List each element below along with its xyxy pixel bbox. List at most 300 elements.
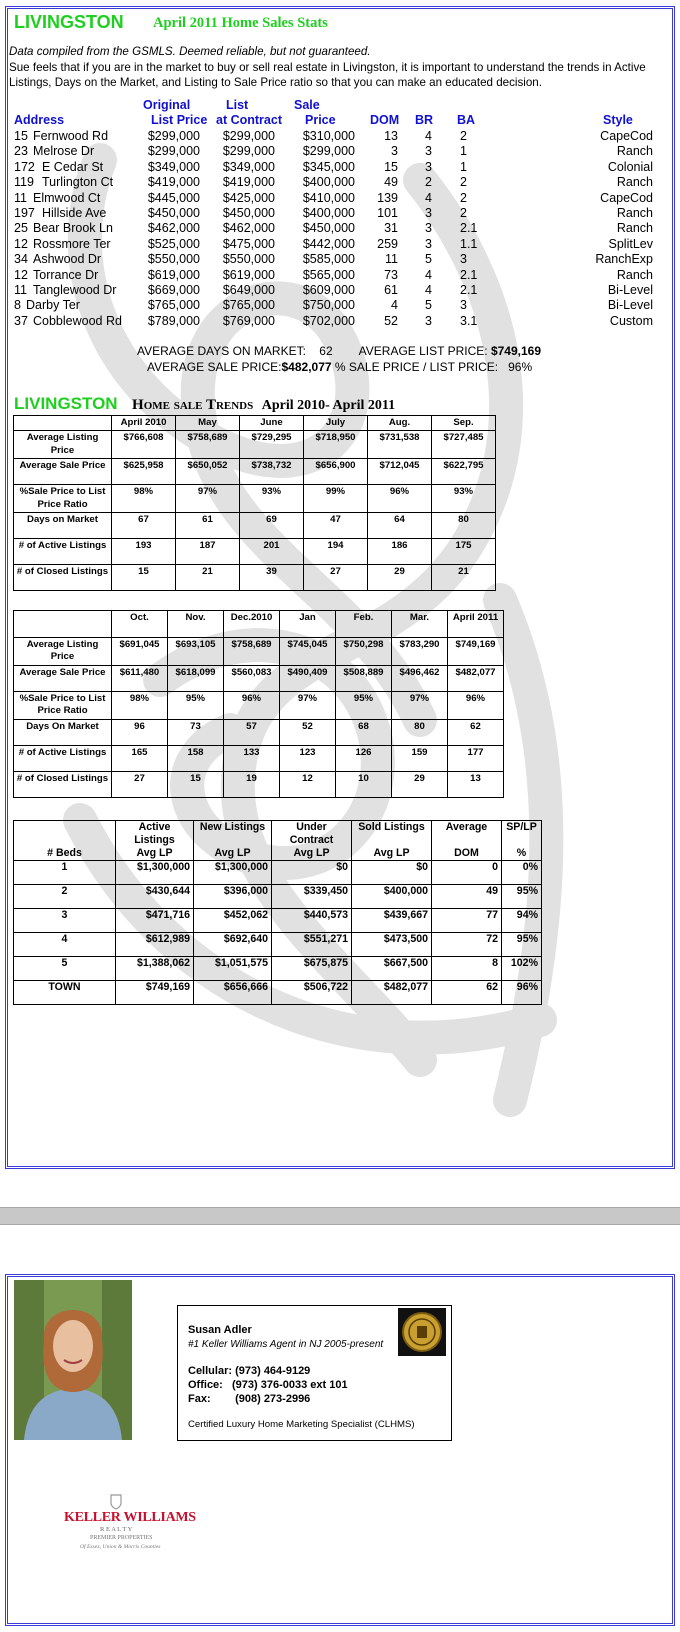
beds-header-top: Under Contract [272, 821, 352, 848]
beds-value-cell: $430,644 [116, 885, 194, 909]
listing-orig: $299,000 [147, 144, 200, 159]
listing-ba: 2.1 [460, 283, 478, 297]
trend-value-cell: 93% [432, 485, 496, 513]
beds-row [14, 957, 542, 981]
beds-value-cell: $1,051,575 [194, 957, 272, 981]
listing-contract: $419,000 [222, 175, 275, 190]
listing-street: Melrose Dr [33, 144, 95, 159]
trend-value-cell: 186 [368, 539, 432, 565]
beds-value-cell: $439,667 [352, 909, 432, 933]
beds-value-cell: $749,169 [116, 981, 194, 1005]
listing-street: Tanglewood Dr [33, 283, 117, 297]
trend-row [14, 459, 496, 485]
trend-month-header: Sep. [432, 416, 496, 431]
listing-sale: $585,000 [302, 252, 355, 267]
beds-value-cell: 96% [502, 981, 542, 1005]
trend-value-cell: $727,485 [432, 431, 496, 459]
listing-street: Torrance Dr [33, 267, 99, 282]
beds-header-bottom: DOM [432, 847, 502, 861]
listing-contract: $450,000 [222, 206, 275, 220]
beds-row [14, 861, 542, 885]
trend-value-cell: 193 [112, 539, 176, 565]
avg-sale-label: AVERAGE SALE PRICE: [147, 360, 282, 374]
trend-value-cell: 67 [112, 513, 176, 539]
listing-style: Colonial [607, 159, 653, 174]
beds-value-cell: 77 [432, 909, 502, 933]
listing-ba: 3 [460, 298, 467, 313]
listing-br: 3 [425, 144, 432, 159]
listing-style: Ranch [616, 144, 653, 159]
beds-header-bottom: Avg LP [272, 847, 352, 861]
logo-realty: R E A L T Y [100, 1526, 133, 1533]
beds-value-cell: $1,300,000 [116, 861, 194, 885]
listing-contract: $299,000 [222, 144, 275, 159]
listing-num: 23 [14, 144, 28, 159]
beds-value-cell: $656,666 [194, 981, 272, 1005]
beds-value-cell: 72 [432, 933, 502, 957]
listing-style: Bi-Level [607, 283, 653, 297]
trend-value-cell: 95% [168, 691, 224, 719]
listing-sale: $442,000 [302, 236, 355, 251]
trend-value-cell: $490,409 [280, 665, 336, 691]
listing-street: Fernwood Rd [33, 129, 109, 143]
listing-orig: $419,000 [147, 175, 200, 190]
listing-sale: $310,000 [302, 129, 355, 143]
trend-value-cell: $693,105 [168, 638, 224, 666]
trend-value-cell: $766,608 [112, 431, 176, 459]
listing-dom: 49 [384, 175, 398, 190]
trend-value-cell: $750,298 [336, 638, 392, 666]
listing-contract: $765,000 [222, 298, 275, 313]
trend-value-cell: 52 [280, 719, 336, 745]
listing-num: 11 [14, 190, 27, 205]
trend-row-label: %Sale Price to List Price Ratio [14, 485, 112, 513]
listing-dom: 15 [384, 159, 398, 174]
listing-contract: $475,000 [222, 236, 275, 251]
beds-value-cell: 0 [432, 861, 502, 885]
header-list-price: List Price [151, 113, 208, 127]
page-gap [0, 1207, 680, 1225]
header-list: List [226, 98, 249, 112]
trend-value-cell: 165 [112, 745, 168, 771]
keller-williams-logo [40, 1493, 196, 1555]
listing-dom: 259 [377, 236, 398, 251]
trend-value-cell: 96% [368, 485, 432, 513]
listing-ba: 2 [460, 206, 467, 220]
trend-value-cell: $560,083 [224, 665, 280, 691]
trend-month-header: Nov. [168, 611, 224, 638]
listing-num: 37 [14, 313, 28, 328]
trend-value-cell: 62 [448, 719, 504, 745]
listing-style: Ranch [616, 206, 653, 220]
listing-ba: 1 [460, 159, 467, 174]
trend-value-cell: 27 [304, 565, 368, 591]
trend-value-cell: 159 [392, 745, 448, 771]
listing-br: 3 [425, 159, 432, 174]
avg-ratio-label: % SALE PRICE / LIST PRICE: [334, 360, 499, 374]
beds-value-cell: 0% [502, 861, 542, 885]
listing-dom: 139 [377, 190, 398, 205]
listing-num: 119 [14, 175, 34, 190]
beds-header-bottom: Avg LP [194, 847, 272, 861]
logo-division: PREMIER PROPERTIES [90, 1535, 153, 1541]
beds-count-cell: 5 [14, 957, 116, 981]
cellular-label: Cellular: [188, 1365, 233, 1377]
header-address: Address [14, 113, 65, 127]
trend-value-cell: $738,732 [240, 459, 304, 485]
trend-month-header: April 2011 [448, 611, 504, 638]
beds-header-bottom: Avg LP [352, 847, 432, 861]
listing-num: 12 [14, 267, 28, 282]
trend-value-cell: 12 [280, 771, 336, 797]
trend-value-cell: 95% [336, 691, 392, 719]
listing-street: Darby Ter [26, 298, 80, 313]
trend-value-cell: 47 [304, 513, 368, 539]
beds-value-cell: $0 [352, 861, 432, 885]
beds-row [14, 885, 542, 909]
trend-value-cell: 13 [448, 771, 504, 797]
trend-corner-cell [14, 416, 112, 431]
avg-list-value: $749,169 [490, 344, 541, 358]
trend-month-header: June [240, 416, 304, 431]
beds-count-cell: TOWN [14, 981, 116, 1005]
listing-ba: 2.1 [460, 267, 478, 282]
listing-style: CapeCod [600, 190, 653, 205]
beds-value-cell: $473,500 [352, 933, 432, 957]
listing-br: 3 [425, 206, 432, 220]
trend-value-cell: 29 [392, 771, 448, 797]
trends-table-2 [13, 610, 504, 798]
beds-value-cell: $400,000 [352, 885, 432, 909]
trend-value-cell: $496,462 [392, 665, 448, 691]
beds-value-cell: $0 [272, 861, 352, 885]
trend-month-header: Oct. [112, 611, 168, 638]
intro-text [9, 44, 669, 91]
listing-sale: $565,000 [302, 267, 355, 282]
listing-orig: $789,000 [147, 313, 200, 328]
beds-table [13, 820, 542, 1005]
listing-style: Ranch [616, 175, 653, 190]
beds-value-cell: 95% [502, 885, 542, 909]
logo-brand: KELLER WILLIAMS [64, 1510, 196, 1525]
listing-sale: $750,000 [302, 298, 355, 313]
listing-style: Bi-Level [607, 298, 653, 313]
trend-row [14, 771, 504, 797]
fax-label: Fax: [188, 1393, 211, 1405]
listing-sale: $299,000 [302, 144, 355, 159]
listing-sale: $702,000 [302, 313, 355, 328]
trend-value-cell: $718,950 [304, 431, 368, 459]
listing-br: 4 [425, 283, 432, 297]
beds-value-cell: 94% [502, 909, 542, 933]
agent-tagline: #1 Keller Williams Agent in NJ 2005-present [188, 1339, 384, 1350]
listing-style: Custom [609, 313, 653, 328]
listing-dom: 31 [384, 221, 398, 236]
office-label: Office: [188, 1379, 223, 1391]
beds-row [14, 909, 542, 933]
listing-orig: $445,000 [147, 190, 200, 205]
beds-value-cell: $1,388,062 [116, 957, 194, 981]
trend-row [14, 665, 504, 691]
listing-style: SplitLev [608, 236, 653, 251]
avg-days-value: 62 [319, 344, 333, 358]
trend-value-cell: 64 [368, 513, 432, 539]
beds-value-cell: $440,573 [272, 909, 352, 933]
listing-sale: $345,000 [302, 159, 355, 174]
beds-subheader-row [14, 847, 542, 861]
beds-row [14, 933, 542, 957]
trend-row-label: %Sale Price to List Price Ratio [14, 691, 112, 719]
trend-value-cell: 98% [112, 485, 176, 513]
listing-orig: $349,000 [147, 159, 200, 174]
listing-street: Cobblewood Rd [33, 313, 122, 328]
listing-br: 4 [425, 190, 432, 205]
trend-value-cell: $622,795 [432, 459, 496, 485]
trend-value-cell: $656,900 [304, 459, 368, 485]
fax-number[interactable]: (908) 273-2996 [235, 1393, 311, 1405]
listing-num: 11 [14, 283, 27, 297]
beds-header-top [14, 821, 116, 848]
trend-row-label: Average Sale Price [14, 459, 112, 485]
trend-row-label: # of Active Listings [14, 539, 112, 565]
listing-br: 2 [425, 175, 432, 190]
trend-month-header: Mar. [392, 611, 448, 638]
beds-value-cell: $339,450 [272, 885, 352, 909]
trend-value-cell: $691,045 [112, 638, 168, 666]
certification-text: Certified Luxury Home Marketing Specialist (CLHMS) [188, 1419, 415, 1430]
trend-row [14, 638, 504, 666]
trend-row-label: Days on Market [14, 513, 112, 539]
intro-paragraph: Sue feels that if you are in the market to buy or sell real estate in Livingston, it is important to understand the trends in Active Listings, Days on the Market, and Listing to Sale Price ratio so that you can make an educated decision. [9, 60, 646, 90]
listing-orig: $525,000 [147, 236, 200, 251]
trend-value-cell: 96% [448, 691, 504, 719]
trend-row-label: # of Closed Listings [14, 565, 112, 591]
listing-num: 15 [14, 129, 28, 143]
listing-contract: $462,000 [222, 221, 275, 236]
listing-style: Ranch [616, 267, 653, 282]
trend-value-cell: 27 [112, 771, 168, 797]
beds-value-cell: $482,077 [352, 981, 432, 1005]
trend-value-cell: 68 [336, 719, 392, 745]
listing-street: Elmwood Ct [33, 190, 101, 205]
beds-value-cell: 62 [432, 981, 502, 1005]
trend-month-header: Jan [280, 611, 336, 638]
beds-value-cell: $471,716 [116, 909, 194, 933]
agent-photo-image [14, 1280, 132, 1440]
trend-value-cell: 97% [392, 691, 448, 719]
trend-month-header: April 2010 [112, 416, 176, 431]
listing-street: Bear Brook Ln [33, 221, 113, 236]
trend-value-cell: 39 [240, 565, 304, 591]
listing-num: 34 [14, 252, 28, 267]
trend-row [14, 745, 504, 771]
listing-street: E Cedar St [42, 159, 104, 174]
trend-row [14, 565, 496, 591]
trend-value-cell: 96 [112, 719, 168, 745]
trend-value-cell: $745,045 [280, 638, 336, 666]
cellular-number[interactable]: (973) 464-9129 [235, 1365, 311, 1377]
logo-counties: Of Essex, Union & Morris Counties [80, 1544, 161, 1550]
listing-dom: 52 [384, 313, 398, 328]
listing-br: 3 [425, 313, 432, 328]
trend-row-label: Average Listing Price [14, 431, 112, 459]
beds-row [14, 981, 542, 1005]
header-at-contract: at Contract [216, 113, 282, 127]
trend-value-cell: $712,045 [368, 459, 432, 485]
beds-value-cell: $667,500 [352, 957, 432, 981]
listing-br: 3 [425, 221, 432, 236]
trend-value-cell: 29 [368, 565, 432, 591]
listing-ba: 2 [460, 190, 467, 205]
beds-value-cell: 95% [502, 933, 542, 957]
trend-value-cell: 80 [432, 513, 496, 539]
trend-row [14, 719, 504, 745]
listing-orig: $299,000 [147, 129, 200, 143]
trend-value-cell: 99% [304, 485, 368, 513]
listing-br: 4 [425, 129, 432, 143]
trend-value-cell: 97% [280, 691, 336, 719]
trend-value-cell: $749,169 [448, 638, 504, 666]
avg-sale-value: $482,077 [281, 360, 332, 374]
listing-orig: $450,000 [147, 206, 200, 220]
listing-ba: 1.1 [460, 236, 478, 251]
listing-sale: $609,000 [302, 283, 355, 297]
trend-header-row [14, 611, 504, 638]
listing-style: Ranch [616, 221, 653, 236]
listing-dom: 73 [384, 267, 398, 282]
trend-value-cell: 126 [336, 745, 392, 771]
header-price: Price [305, 113, 336, 127]
trend-row [14, 691, 504, 719]
listing-orig: $619,000 [147, 267, 200, 282]
trend-value-cell: 158 [168, 745, 224, 771]
town-title: LIVINGSTON [14, 12, 124, 32]
trend-row-label: # of Closed Listings [14, 771, 112, 797]
listing-style: RanchExp [595, 252, 653, 267]
trends-period: April 2010- April 2011 [261, 398, 396, 413]
beds-value-cell: $612,989 [116, 933, 194, 957]
beds-header-bottom: # Beds [14, 847, 116, 861]
listing-num: 8 [14, 298, 21, 313]
trends-heading: Home sale Trends [132, 397, 254, 413]
listing-dom: 61 [384, 283, 398, 297]
trend-value-cell: 93% [240, 485, 304, 513]
trend-value-cell: $650,052 [176, 459, 240, 485]
beds-header-row [14, 821, 542, 848]
listing-ba: 3.1 [460, 313, 478, 328]
trend-value-cell: $729,295 [240, 431, 304, 459]
trend-month-header: May [176, 416, 240, 431]
trend-value-cell: 187 [176, 539, 240, 565]
listing-contract: $550,000 [222, 252, 275, 267]
beds-value-cell: $1,300,000 [194, 861, 272, 885]
trend-value-cell: $508,889 [336, 665, 392, 691]
listing-sale: $450,000 [302, 221, 355, 236]
trend-corner-cell [14, 611, 112, 638]
listing-ba: 2 [460, 129, 467, 143]
header-br: BR [415, 113, 434, 127]
trend-value-cell: $731,538 [368, 431, 432, 459]
beds-value-cell: $692,640 [194, 933, 272, 957]
trend-value-cell: 97% [176, 485, 240, 513]
office-number[interactable]: (973) 376-0033 ext 101 [232, 1379, 348, 1391]
trend-value-cell: 96% [224, 691, 280, 719]
trend-value-cell: 57 [224, 719, 280, 745]
listing-ba: 3 [460, 252, 467, 267]
listing-dom: 101 [377, 206, 398, 220]
header-dom: DOM [370, 113, 400, 127]
beds-value-cell: 8 [432, 957, 502, 981]
trend-value-cell: 80 [392, 719, 448, 745]
trend-value-cell: 69 [240, 513, 304, 539]
listing-orig: $765,000 [147, 298, 200, 313]
listing-orig: $462,000 [147, 221, 200, 236]
listing-contract: $299,000 [222, 129, 275, 143]
trend-value-cell: $611,480 [112, 665, 168, 691]
avg-days-label: AVERAGE DAYS ON MARKET: [137, 344, 306, 358]
listing-contract: $619,000 [222, 267, 275, 282]
listing-num: 197 [14, 206, 35, 220]
listing-street: Ashwood Dr [33, 252, 102, 267]
listing-num: 12 [14, 236, 28, 251]
listing-dom: 11 [385, 252, 398, 267]
report-subtitle: April 2011 Home Sales Stats [153, 15, 328, 31]
trend-value-cell: $482,077 [448, 665, 504, 691]
trend-value-cell: 15 [168, 771, 224, 797]
trend-value-cell: 19 [224, 771, 280, 797]
beds-count-cell: 1 [14, 861, 116, 885]
trend-row-label: # of Active Listings [14, 745, 112, 771]
listing-num: 25 [14, 221, 28, 236]
listing-ba: 2.1 [460, 221, 478, 236]
listing-orig: $550,000 [147, 252, 200, 267]
trend-row [14, 539, 496, 565]
beds-header-top: Average [432, 821, 502, 848]
listing-sale: $400,000 [302, 206, 355, 220]
agent-name: Susan Adler [188, 1324, 252, 1336]
listing-sale: $400,000 [302, 175, 355, 190]
beds-header-top: Active Listings [116, 821, 194, 848]
header-ba: BA [457, 113, 476, 127]
trend-value-cell: 61 [176, 513, 240, 539]
clhms-seal-icon [398, 1308, 446, 1356]
header-original: Original [143, 98, 191, 112]
trend-month-header: Aug. [368, 416, 432, 431]
trend-month-header: Feb. [336, 611, 392, 638]
trend-value-cell: $758,689 [224, 638, 280, 666]
listing-dom: 4 [391, 298, 398, 313]
trend-value-cell: 21 [432, 565, 496, 591]
trend-value-cell: 194 [304, 539, 368, 565]
listing-br: 3 [425, 236, 432, 251]
beds-header-top: SP/LP [502, 821, 542, 848]
trend-row [14, 431, 496, 459]
listing-br: 5 [425, 298, 432, 313]
avg-ratio-value: 96% [508, 360, 533, 374]
trends-table-1 [13, 415, 496, 591]
listing-contract: $649,000 [222, 283, 275, 297]
beds-value-cell: 49 [432, 885, 502, 909]
beds-header-bottom: Avg LP [116, 847, 194, 861]
listing-style: CapeCod [600, 129, 653, 143]
beds-header-bottom: % [502, 847, 542, 861]
listing-street: Turlington Ct [42, 175, 114, 190]
listing-street: Hillside Ave [42, 206, 107, 220]
listing-contract: $425,000 [222, 190, 275, 205]
agent-photo [14, 1280, 132, 1440]
agent-card [177, 1305, 452, 1441]
listing-contract: $349,000 [222, 159, 275, 174]
